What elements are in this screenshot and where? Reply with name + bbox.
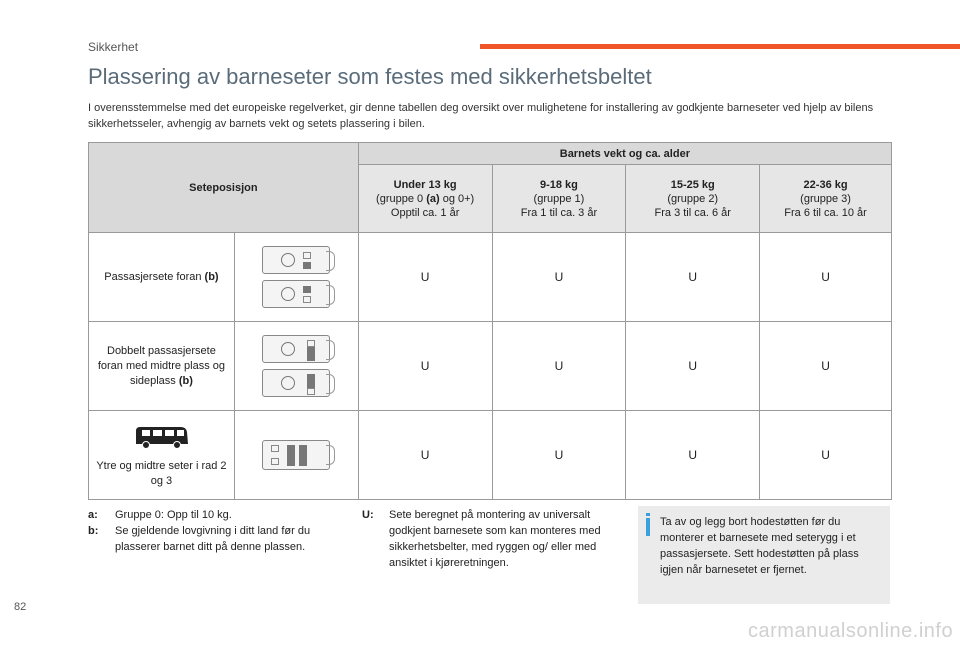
suitability-cell: U (626, 322, 760, 411)
row-label-text: Ytre og midtre seter i rad 2 og 3 (96, 459, 227, 487)
row-label (89, 322, 235, 411)
suitability-cell: U (358, 233, 492, 322)
legend-text: Sete beregnet på montering av universalt godkjent barnesete som kan monteres med sikkerhetsbelter, med ryggen og/ eller med ansiktet i kjøreretningen. (389, 509, 601, 569)
suitability-cell: U (626, 411, 760, 500)
suitability-cell: U (760, 411, 892, 500)
legend-text: Gruppe 0: Opp til 10 kg. (115, 509, 232, 521)
info-note (638, 506, 890, 604)
column-age: Fra 6 til ca. 10 år (784, 206, 867, 219)
intro-paragraph: I overensstemmelse med det europeiske regelverket, gir denne tabellen deg oversikt over mulighetene for installering av godkjente barneseter ved hjelp av bilens sikkerhetsseler, avhengig av barnets vekt og setets plassering i bilen. (88, 102, 874, 130)
column-header-group2 (626, 165, 760, 233)
info-note-text: Ta av og legg bort hodestøtten før du monterer et barnesete med seterygg i et passasjersete. Sett hodestøtten på plass igjen når barnesetet er fjernet. (660, 516, 859, 576)
watermark: carmanualsonline.info (748, 620, 954, 642)
column-weight: 15-25 kg (670, 178, 715, 191)
suitability-cell: U (760, 233, 892, 322)
legend-a (88, 507, 338, 523)
suitability-cell: U (492, 411, 626, 500)
seat-position-header: Seteposisjon (89, 143, 359, 233)
table-row (89, 411, 892, 500)
row-label (89, 233, 235, 322)
row-label-ref: (b) (178, 374, 193, 387)
column-group: (gruppe 3) (800, 192, 851, 205)
legend-key: U: (362, 509, 374, 521)
column-header-group3 (760, 165, 892, 233)
van-top-view-icon (262, 440, 330, 470)
suitability-cell: U (760, 322, 892, 411)
seat-diagram-cell (234, 233, 358, 322)
column-group: (gruppe 1) (533, 192, 585, 205)
section-accent-bar (480, 44, 960, 49)
suitability-cell: U (492, 233, 626, 322)
column-header-group1 (492, 165, 626, 233)
column-group: (gruppe 2) (667, 192, 719, 205)
van-top-view-icon (262, 280, 330, 308)
suitability-cell: U (358, 411, 492, 500)
column-weight: 22-36 kg (803, 178, 848, 191)
legend-key: a: (88, 509, 98, 521)
van-top-view-icon (262, 369, 330, 397)
page-title: Plassering av barneseter som festes med sikkerhetsbeltet (88, 64, 652, 89)
weight-age-header: Barnets vekt og ca. alder (358, 143, 891, 165)
van-top-view-icon (262, 335, 330, 363)
legend-u (362, 507, 627, 571)
suitability-cell: U (626, 233, 760, 322)
column-group-post: og 0+) (439, 192, 475, 205)
legend-text: Se gjeldende lovgivning i ditt land før du plasserer barnet ditt på denne plassen. (115, 525, 311, 553)
column-age: Fra 3 til ca. 6 år (654, 206, 731, 219)
row-label-text: Dobbelt passasjersete foran med midtre plass og sideplass (97, 344, 226, 387)
child-seat-table (88, 142, 892, 500)
seat-diagram-cell (234, 411, 358, 500)
seat-diagram-cell (234, 322, 358, 411)
table-row (89, 322, 892, 411)
table-row (89, 233, 892, 322)
legend-b (88, 523, 338, 555)
legend-key: b: (88, 525, 99, 537)
column-age: Opptil ca. 1 år (390, 206, 460, 219)
suitability-cell: U (358, 322, 492, 411)
column-group-pre: (gruppe 0 (376, 192, 427, 205)
suitability-cell: U (492, 322, 626, 411)
info-icon (646, 518, 650, 536)
row-label-ref: (b) (204, 270, 219, 283)
column-age: Fra 1 til ca. 3 år (520, 206, 598, 219)
row-label-text: Passasjersete foran (104, 270, 205, 283)
minibus-icon (133, 424, 189, 450)
van-top-view-icon (262, 246, 330, 274)
row-label (89, 411, 235, 500)
page-number: 82 (14, 601, 27, 613)
column-weight: Under 13 kg (393, 178, 457, 191)
section-label: Sikkerhet (88, 40, 139, 54)
column-header-group0 (358, 165, 492, 233)
column-weight: 9-18 kg (539, 178, 578, 191)
column-group-ref: (a) (426, 192, 440, 205)
